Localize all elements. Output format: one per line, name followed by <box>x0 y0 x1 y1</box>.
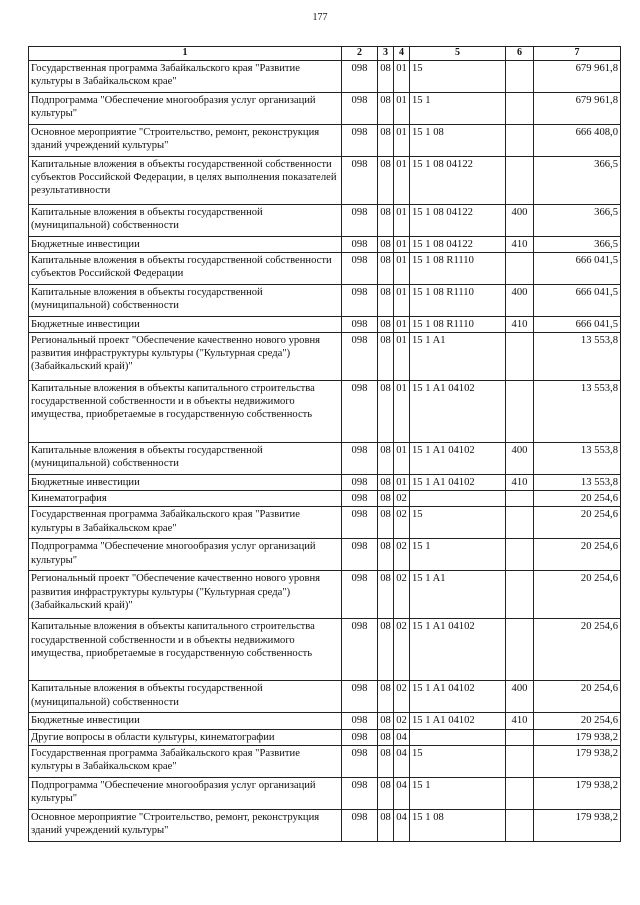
cell-target-article: 15 1 A1 04102 <box>410 474 506 490</box>
cell-subsection: 04 <box>394 809 410 841</box>
cell-name: Капитальные вложения в объекты государственной собственности субъектов Российской Федерации <box>29 252 342 284</box>
cell-target-article: 15 1 <box>410 92 506 124</box>
cell-expense-type: 410 <box>506 713 534 729</box>
cell-expense-type <box>506 156 534 204</box>
table-row <box>29 124 621 156</box>
cell-expense-type <box>506 124 534 156</box>
cell-expense-type <box>506 745 534 777</box>
cell-name: Бюджетные инвестиции <box>29 474 342 490</box>
table-row <box>29 491 621 507</box>
cell-amount: 13 553,8 <box>534 332 621 380</box>
cell-target-article: 15 1 <box>410 777 506 809</box>
cell-name: Капитальные вложения в объекты государственной собственности субъектов Российской Федерации, в целях выполнения показателей результативности <box>29 156 342 204</box>
table-row <box>29 380 621 442</box>
cell-subsection: 01 <box>394 204 410 236</box>
cell-section: 08 <box>378 745 394 777</box>
cell-section: 08 <box>378 729 394 745</box>
table-row <box>29 332 621 380</box>
table-row <box>29 156 621 204</box>
table-row <box>29 745 621 777</box>
cell-admin-code: 098 <box>342 474 378 490</box>
cell-section: 08 <box>378 539 394 571</box>
cell-amount: 666 041,5 <box>534 284 621 316</box>
cell-admin-code: 098 <box>342 380 378 442</box>
cell-subsection: 02 <box>394 713 410 729</box>
cell-name: Бюджетные инвестиции <box>29 316 342 332</box>
cell-amount: 13 553,8 <box>534 380 621 442</box>
table-row <box>29 539 621 571</box>
cell-admin-code: 098 <box>342 60 378 92</box>
cell-subsection: 01 <box>394 284 410 316</box>
cell-expense-type: 410 <box>506 236 534 252</box>
cell-admin-code: 098 <box>342 252 378 284</box>
cell-target-article: 15 1 A1 04102 <box>410 442 506 474</box>
cell-subsection: 01 <box>394 124 410 156</box>
cell-section: 08 <box>378 60 394 92</box>
cell-amount: 179 938,2 <box>534 777 621 809</box>
cell-subsection: 01 <box>394 92 410 124</box>
cell-subsection: 01 <box>394 316 410 332</box>
cell-name: Государственная программа Забайкальского края "Развитие культуры в Забайкальском крае" <box>29 745 342 777</box>
cell-subsection: 04 <box>394 729 410 745</box>
cell-target-article: 15 1 A1 04102 <box>410 619 506 681</box>
cell-expense-type: 400 <box>506 681 534 713</box>
table-row <box>29 619 621 681</box>
cell-admin-code: 098 <box>342 491 378 507</box>
cell-expense-type: 400 <box>506 204 534 236</box>
cell-name: Другие вопросы в области культуры, кинематографии <box>29 729 342 745</box>
cell-section: 08 <box>378 442 394 474</box>
cell-amount: 679 961,8 <box>534 92 621 124</box>
cell-subsection: 02 <box>394 539 410 571</box>
cell-expense-type <box>506 507 534 539</box>
cell-subsection: 01 <box>394 380 410 442</box>
cell-name: Бюджетные инвестиции <box>29 236 342 252</box>
cell-name: Капитальные вложения в объекты государственной (муниципальной) собственности <box>29 204 342 236</box>
cell-section: 08 <box>378 332 394 380</box>
cell-section: 08 <box>378 571 394 619</box>
cell-subsection: 01 <box>394 252 410 284</box>
cell-admin-code: 098 <box>342 745 378 777</box>
cell-expense-type <box>506 729 534 745</box>
cell-target-article: 15 1 08 04122 <box>410 156 506 204</box>
cell-target-article: 15 1 <box>410 539 506 571</box>
cell-target-article: 15 1 08 R1110 <box>410 252 506 284</box>
cell-section: 08 <box>378 681 394 713</box>
cell-target-article <box>410 729 506 745</box>
cell-section: 08 <box>378 507 394 539</box>
cell-name: Подпрограмма "Обеспечение многообразия услуг организаций культуры" <box>29 92 342 124</box>
cell-target-article: 15 <box>410 507 506 539</box>
cell-target-article: 15 1 08 04122 <box>410 204 506 236</box>
cell-name: Кинематография <box>29 491 342 507</box>
cell-admin-code: 098 <box>342 713 378 729</box>
table-row <box>29 507 621 539</box>
cell-expense-type: 410 <box>506 474 534 490</box>
cell-admin-code: 098 <box>342 777 378 809</box>
cell-expense-type <box>506 619 534 681</box>
cell-amount: 666 041,5 <box>534 252 621 284</box>
cell-name: Подпрограмма "Обеспечение многообразия услуг организаций культуры" <box>29 777 342 809</box>
header-col-3: 3 <box>378 47 394 61</box>
cell-amount: 366,5 <box>534 156 621 204</box>
cell-subsection: 02 <box>394 619 410 681</box>
cell-admin-code: 098 <box>342 156 378 204</box>
budget-table <box>28 46 621 842</box>
cell-name: Государственная программа Забайкальского края "Развитие культуры в Забайкальском крае" <box>29 60 342 92</box>
cell-section: 08 <box>378 491 394 507</box>
cell-section: 08 <box>378 156 394 204</box>
cell-expense-type <box>506 571 534 619</box>
cell-subsection: 02 <box>394 681 410 713</box>
table-row <box>29 252 621 284</box>
cell-target-article: 15 1 08 <box>410 809 506 841</box>
cell-expense-type <box>506 539 534 571</box>
cell-name: Капитальные вложения в объекты государственной (муниципальной) собственности <box>29 442 342 474</box>
cell-amount: 20 254,6 <box>534 619 621 681</box>
cell-amount: 366,5 <box>534 236 621 252</box>
cell-expense-type <box>506 92 534 124</box>
cell-admin-code: 098 <box>342 571 378 619</box>
cell-amount: 20 254,6 <box>534 507 621 539</box>
cell-name: Бюджетные инвестиции <box>29 713 342 729</box>
cell-target-article: 15 <box>410 745 506 777</box>
cell-expense-type <box>506 332 534 380</box>
cell-subsection: 01 <box>394 60 410 92</box>
cell-amount: 179 938,2 <box>534 745 621 777</box>
cell-target-article: 15 1 08 R1110 <box>410 316 506 332</box>
cell-name: Региональный проект "Обеспечение качественно нового уровня развития инфраструктуры культуры ("Культурная среда") (Забайкальский край)" <box>29 332 342 380</box>
cell-subsection: 01 <box>394 332 410 380</box>
cell-admin-code: 098 <box>342 619 378 681</box>
cell-section: 08 <box>378 92 394 124</box>
table-row <box>29 777 621 809</box>
cell-section: 08 <box>378 713 394 729</box>
cell-amount: 179 938,2 <box>534 809 621 841</box>
cell-amount: 13 553,8 <box>534 442 621 474</box>
cell-amount: 679 961,8 <box>534 60 621 92</box>
cell-amount: 20 254,6 <box>534 539 621 571</box>
cell-admin-code: 098 <box>342 681 378 713</box>
cell-target-article: 15 1 A1 04102 <box>410 681 506 713</box>
cell-target-article: 15 <box>410 60 506 92</box>
cell-admin-code: 098 <box>342 809 378 841</box>
cell-admin-code: 098 <box>342 236 378 252</box>
cell-expense-type: 400 <box>506 284 534 316</box>
cell-expense-type <box>506 809 534 841</box>
cell-expense-type <box>506 380 534 442</box>
cell-admin-code: 098 <box>342 539 378 571</box>
cell-amount: 13 553,8 <box>534 474 621 490</box>
cell-admin-code: 098 <box>342 284 378 316</box>
cell-amount: 20 254,6 <box>534 491 621 507</box>
table-row <box>29 729 621 745</box>
header-col-5: 5 <box>410 47 506 61</box>
header-col-7: 7 <box>534 47 621 61</box>
cell-target-article <box>410 491 506 507</box>
cell-subsection: 01 <box>394 156 410 204</box>
table-row <box>29 60 621 92</box>
table-row <box>29 442 621 474</box>
table-row <box>29 681 621 713</box>
table-row <box>29 474 621 490</box>
cell-target-article: 15 1 A1 04102 <box>410 380 506 442</box>
cell-section: 08 <box>378 252 394 284</box>
cell-admin-code: 098 <box>342 124 378 156</box>
cell-section: 08 <box>378 380 394 442</box>
cell-subsection: 02 <box>394 571 410 619</box>
cell-expense-type <box>506 777 534 809</box>
cell-section: 08 <box>378 204 394 236</box>
header-col-6: 6 <box>506 47 534 61</box>
cell-amount: 20 254,6 <box>534 681 621 713</box>
cell-name: Подпрограмма "Обеспечение многообразия услуг организаций культуры" <box>29 539 342 571</box>
header-col-4: 4 <box>394 47 410 61</box>
cell-name: Капитальные вложения в объекты капитального строительства государственной собственности и в объекты недвижимого имущества, приобретаемые в государственную собственность <box>29 380 342 442</box>
cell-name: Основное мероприятие "Строительство, ремонт, реконструкция зданий учреждений культуры" <box>29 809 342 841</box>
cell-expense-type <box>506 252 534 284</box>
table-row <box>29 571 621 619</box>
cell-expense-type <box>506 491 534 507</box>
cell-amount: 20 254,6 <box>534 571 621 619</box>
cell-subsection: 01 <box>394 442 410 474</box>
cell-target-article: 15 1 08 04122 <box>410 236 506 252</box>
cell-amount: 666 041,5 <box>534 316 621 332</box>
table-row <box>29 316 621 332</box>
table-row <box>29 713 621 729</box>
cell-subsection: 02 <box>394 491 410 507</box>
cell-name: Региональный проект "Обеспечение качественно нового уровня развития инфраструктуры культуры ("Культурная среда") (Забайкальский край)" <box>29 571 342 619</box>
cell-target-article: 15 1 A1 <box>410 571 506 619</box>
cell-subsection: 01 <box>394 474 410 490</box>
cell-name: Капитальные вложения в объекты государственной (муниципальной) собственности <box>29 284 342 316</box>
cell-section: 08 <box>378 316 394 332</box>
cell-expense-type: 410 <box>506 316 534 332</box>
cell-admin-code: 098 <box>342 204 378 236</box>
cell-subsection: 02 <box>394 507 410 539</box>
cell-amount: 666 408,0 <box>534 124 621 156</box>
cell-target-article: 15 1 08 R1110 <box>410 284 506 316</box>
table-header-row <box>29 47 621 61</box>
cell-amount: 179 938,2 <box>534 729 621 745</box>
cell-target-article: 15 1 A1 <box>410 332 506 380</box>
cell-subsection: 01 <box>394 236 410 252</box>
cell-admin-code: 098 <box>342 442 378 474</box>
cell-section: 08 <box>378 619 394 681</box>
page-number: 177 <box>312 12 328 23</box>
cell-expense-type <box>506 60 534 92</box>
cell-target-article: 15 1 08 <box>410 124 506 156</box>
cell-admin-code: 098 <box>342 92 378 124</box>
cell-amount: 20 254,6 <box>534 713 621 729</box>
cell-section: 08 <box>378 236 394 252</box>
cell-section: 08 <box>378 777 394 809</box>
table-row <box>29 204 621 236</box>
header-col-2: 2 <box>342 47 378 61</box>
cell-admin-code: 098 <box>342 332 378 380</box>
cell-amount: 366,5 <box>534 204 621 236</box>
cell-admin-code: 098 <box>342 507 378 539</box>
cell-name: Государственная программа Забайкальского края "Развитие культуры в Забайкальском крае" <box>29 507 342 539</box>
table-row <box>29 284 621 316</box>
table-row <box>29 92 621 124</box>
cell-subsection: 04 <box>394 777 410 809</box>
table-row <box>29 809 621 841</box>
cell-name: Основное мероприятие "Строительство, ремонт, реконструкция зданий учреждений культуры" <box>29 124 342 156</box>
cell-name: Капитальные вложения в объекты государственной (муниципальной) собственности <box>29 681 342 713</box>
cell-admin-code: 098 <box>342 729 378 745</box>
cell-subsection: 04 <box>394 745 410 777</box>
header-col-1: 1 <box>29 47 342 61</box>
cell-section: 08 <box>378 124 394 156</box>
cell-name: Капитальные вложения в объекты капитального строительства государственной собственности и в объекты недвижимого имущества, приобретаемые в государственную собственность <box>29 619 342 681</box>
cell-admin-code: 098 <box>342 316 378 332</box>
cell-section: 08 <box>378 474 394 490</box>
cell-target-article: 15 1 A1 04102 <box>410 713 506 729</box>
cell-section: 08 <box>378 809 394 841</box>
cell-section: 08 <box>378 284 394 316</box>
table-row <box>29 236 621 252</box>
cell-expense-type: 400 <box>506 442 534 474</box>
